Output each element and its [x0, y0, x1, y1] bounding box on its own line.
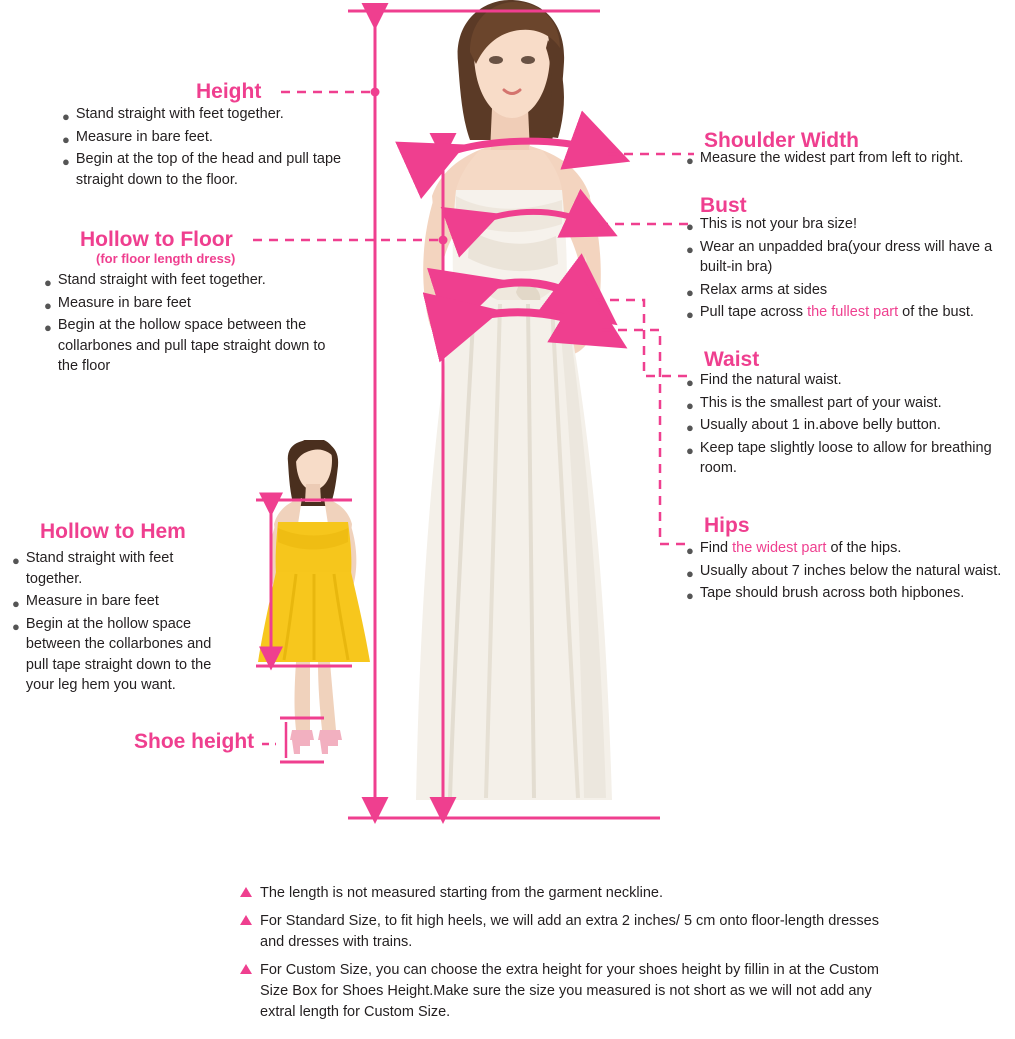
bullet-dot: ●	[44, 297, 52, 313]
bullet-dot: ●	[686, 565, 694, 581]
hips-bullet-3: Tape should brush across both hipbones.	[699, 585, 965, 602]
hollow-to-floor-bullet-1: Stand straight with feet together.	[57, 272, 266, 288]
waist-bullets	[686, 370, 996, 481]
shoe-height-label: Shoe height	[134, 730, 255, 753]
note-3: For Custom Size, you can choose the extra height for your shoes height by fillin in at the Custom Size Box for Shoes Height.Make sure the size you measured is not short as we will not add any extral length for Custom Size.	[260, 962, 879, 1021]
hollow-to-floor-bullet-2: Measure in bare feet	[57, 294, 191, 311]
bullet-dot: ●	[686, 153, 694, 168]
hips-bullet-1-after: of the hips.	[826, 540, 902, 556]
bullet-dot: ●	[686, 420, 694, 436]
bullet-dot: ●	[44, 320, 52, 336]
note-2: For Standard Size, to fit high heels, we will add an extra 2 inches/ 5 cm onto floor-length dresses and dresses with trains.	[260, 913, 879, 951]
height-bullet-2: Measure in bare feet.	[75, 128, 213, 145]
triangle-bullet-icon	[240, 964, 252, 974]
bust-bullet-4-after: of the bust.	[898, 304, 974, 321]
hollow-to-hem-bullet-3: Begin at the hollow space between the collarbones and pull tape straight down to the your leg hem you want.	[25, 615, 212, 694]
bullet-dot: ●	[686, 307, 694, 323]
hollow-to-hem-bullets	[12, 548, 230, 698]
bullet-dot: ●	[686, 588, 694, 604]
bullet-dot: ●	[686, 241, 694, 257]
bust-bullet-3: Relax arms at sides	[699, 281, 828, 298]
bullet-dot: ●	[44, 275, 52, 290]
triangle-bullet-icon	[240, 887, 252, 897]
bullet-dot: ●	[62, 109, 70, 124]
hips-bullets	[686, 538, 1006, 606]
waist-bullet-1: Find the natural waist.	[699, 372, 842, 388]
hips-bullet-1	[700, 538, 902, 559]
bullet-dot: ●	[686, 284, 694, 300]
hollow-to-floor-bullets	[44, 270, 344, 379]
hollow-to-hem-bullet-1: Stand straight with feet together.	[25, 550, 174, 587]
bust-bullet-2: Wear an unpadded bra(your dress will have a built-in bra)	[699, 238, 993, 276]
bullet-dot: ●	[686, 219, 694, 234]
bullet-dot: ●	[686, 543, 694, 558]
hollow-to-floor-bullet-3: Begin at the hollow space between the collarbones and pull tape straight down to the floor	[57, 317, 326, 375]
bullet-dot: ●	[12, 618, 20, 634]
bullet-dot: ●	[686, 375, 694, 390]
hollow-to-hem-bullet-2: Measure in bare feet	[25, 593, 159, 610]
footer-notes	[240, 883, 880, 1030]
shoulder-width-bullets	[686, 148, 1006, 171]
bullet-dot: ●	[12, 596, 20, 612]
bust-bullets	[686, 214, 1011, 325]
shoulder-width-bullet-1: Measure the widest part from left to right.	[699, 150, 964, 166]
bust-label: Bust	[700, 194, 747, 217]
hips-bullet-1-highlight: the widest part	[732, 540, 827, 556]
waist-bullet-4: Keep tape slightly loose to allow for breathing room.	[699, 439, 992, 477]
bullet-dot: ●	[686, 442, 694, 458]
bust-bullet-4-before: Pull tape across	[699, 304, 808, 321]
triangle-bullet-icon	[240, 915, 252, 925]
height-bullet-1: Stand straight with feet together.	[75, 106, 284, 122]
note-1: The length is not measured starting from the garment neckline.	[260, 885, 663, 901]
bullet-dot: ●	[62, 154, 70, 170]
bust-bullet-4-highlight: the fullest part	[807, 304, 899, 321]
hollow-to-hem-label: Hollow to Hem	[40, 520, 186, 543]
height-bullet-3: Begin at the top of the head and pull tape straight down to the floor.	[75, 151, 342, 188]
bullet-dot: ●	[12, 553, 20, 568]
waist-bullet-2: This is the smallest part of your waist.	[699, 394, 942, 411]
waist-bullet-3: Usually about 1 in.above belly button.	[699, 417, 941, 434]
height-bullets	[62, 104, 362, 192]
hollow-to-floor-sublabel: (for floor length dress)	[96, 251, 236, 266]
bullet-dot: ●	[686, 397, 694, 413]
hips-bullet-1-before: Find	[699, 540, 733, 556]
shoulder-width-label: Shoulder Width	[704, 129, 859, 152]
height-label: Height	[196, 80, 262, 103]
bust-bullet-4	[700, 302, 974, 323]
waist-label: Waist	[704, 348, 760, 371]
bullet-dot: ●	[62, 131, 70, 147]
hollow-to-floor-label: Hollow to Floor	[80, 228, 233, 251]
hips-label: Hips	[704, 514, 750, 537]
bust-bullet-1: This is not your bra size!	[699, 216, 858, 232]
hips-bullet-2: Usually about 7 inches below the natural waist.	[699, 562, 1002, 579]
